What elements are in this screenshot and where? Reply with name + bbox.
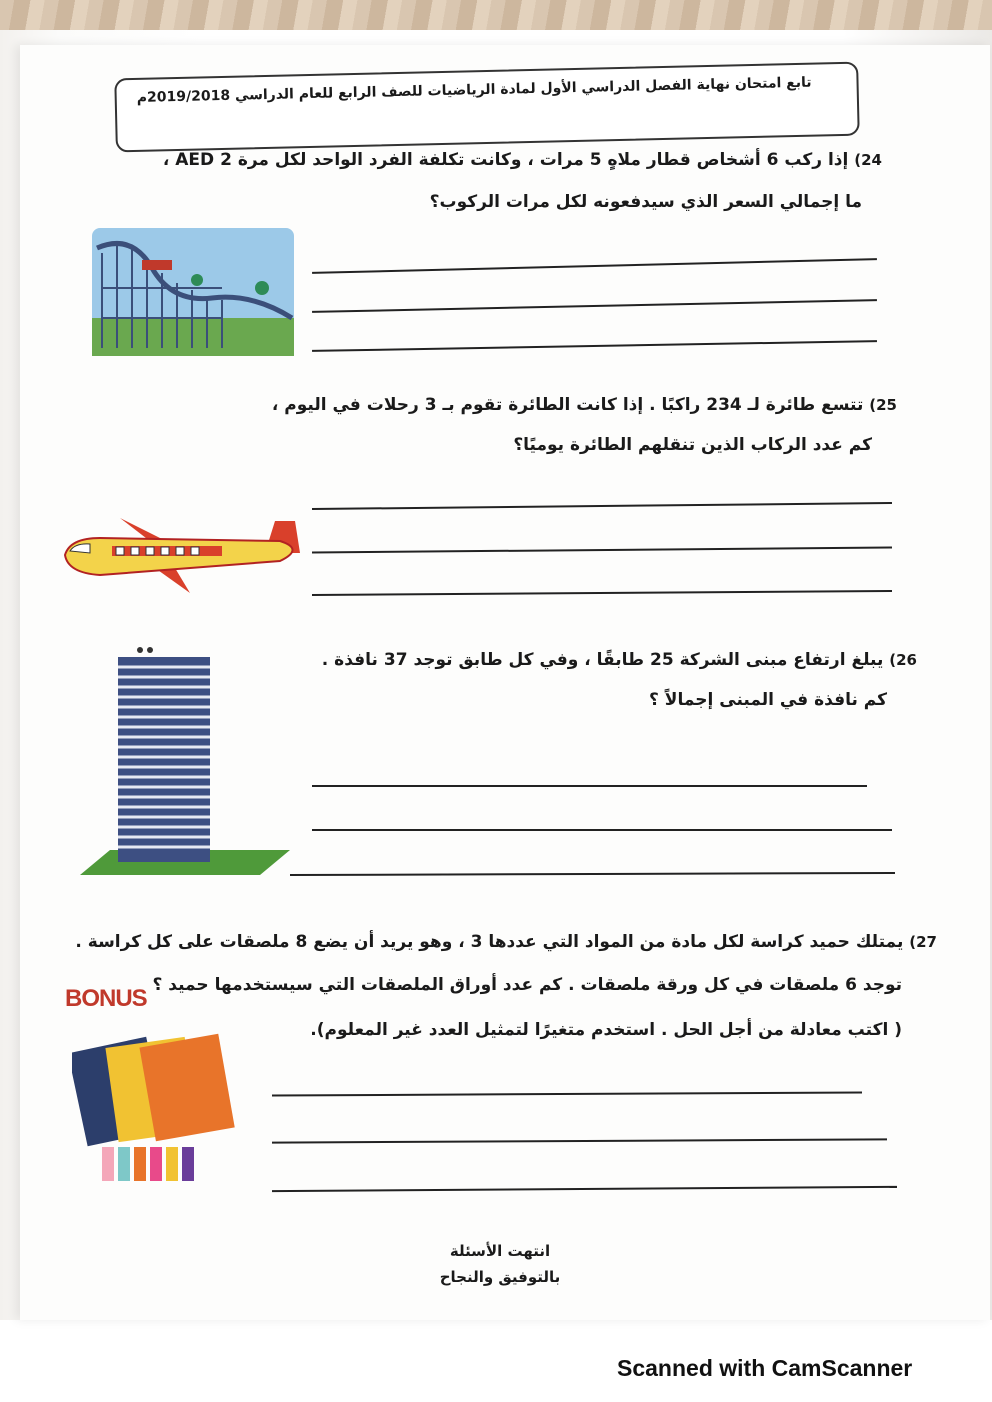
- question-26-line1: يبلغ ارتفاع مبنى الشركة 25 طابقًا ، وفي كل طابق توجد 37 نافذة .: [321, 650, 884, 670]
- question-26-number: 26): [889, 651, 917, 669]
- question-24-line2: ما إجمالي السعر الذي سيدفعونه لكل مرات الركوب؟: [429, 192, 862, 212]
- question-27: [75, 932, 937, 952]
- notebooks-image: [72, 1032, 242, 1182]
- airplane-image: [60, 513, 308, 595]
- question-25-line2: كم عدد الركاب الذين تنقلهم الطائرة يوميًا؟: [513, 435, 872, 455]
- closing-line1: انتهت الأسئلة: [449, 1242, 551, 1260]
- question-26-line2: كم نافذة في المبنى إجمالاً ؟: [649, 690, 887, 710]
- question-27-line1: يمتلك حميد كراسة لكل مادة من المواد التي عددها 3 ، وهو يريد أن يضع 8 ملصقات على كل كراسة .: [75, 932, 904, 952]
- question-24: [163, 150, 882, 170]
- question-24-line1: إذا ركب 6 أشخاص قطار ملاهٍ 5 مرات ، وكانت تكلفة الفرد الواحد لكل مرة AED 2 ،: [162, 150, 849, 170]
- answer-line: [312, 785, 867, 787]
- header-title: تابع امتحان نهاية الفصل الدراسي الأول لمادة الرياضيات للصف الرابع للعام الدراسي 2019/2018م: [136, 74, 812, 106]
- answer-line: [312, 829, 892, 831]
- question-27-line3: ( اكتب معادلة من أجل الحل . استخدم متغيرًا لتمثيل العدد غير المعلوم).: [310, 1020, 902, 1040]
- question-25: [272, 395, 897, 415]
- question-27-number: 27): [909, 933, 937, 951]
- camscanner-watermark: Scanned with CamScanner: [617, 1355, 913, 1381]
- bonus-badge: BONUS: [65, 985, 147, 1012]
- question-25-line1: تتسع طائرة لـ 234 راكبًا . إذا كانت الطائرة تقوم بـ 3 رحلات في اليوم ،: [271, 395, 864, 415]
- skyscraper-image: [80, 645, 290, 880]
- question-25-number: 25): [869, 396, 897, 414]
- question-26: [322, 650, 917, 670]
- question-24-number: 24): [854, 151, 882, 169]
- closing-line2: بالتوفيق والنجاح: [439, 1268, 561, 1286]
- question-27-line2: توجد 6 ملصقات في كل ورقة ملصقات . كم عدد أوراق الملصقات التي سيستخدمها حميد ؟: [152, 975, 902, 995]
- roller-coaster-image: [92, 228, 294, 356]
